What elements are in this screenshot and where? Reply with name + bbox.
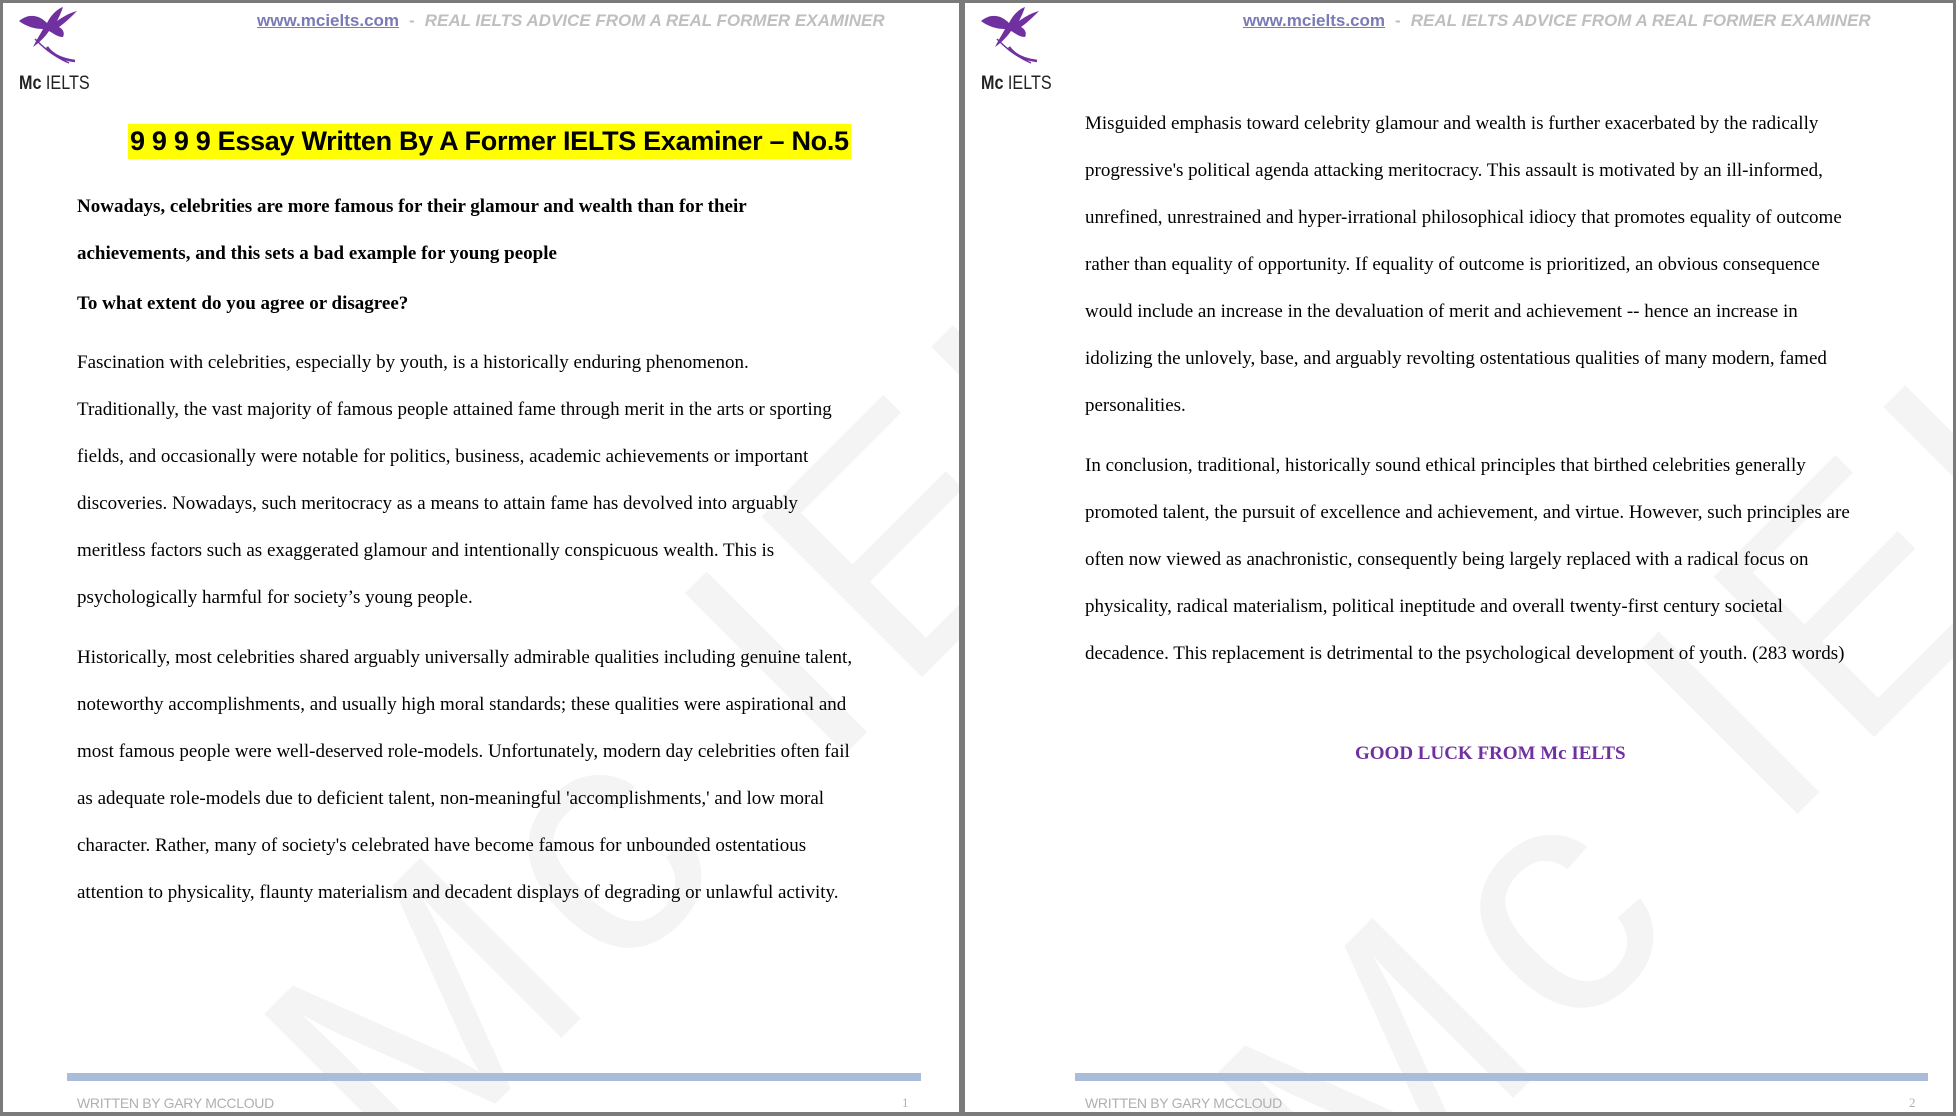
essay-title: 9 9 9 9 Essay Written By A Former IELTS Examiner – No.5 xyxy=(128,124,851,159)
footer-author: WRITTEN BY GARY MCCLOUD xyxy=(1085,1095,1282,1111)
paragraph-conclusion: In conclusion, traditional, historically sound ethical principles that birthed celebrities generally promoted talent, the pursuit of excellence and achievement, and virtue. However, such principles are often now viewed as anachronistic, consequently being largely replaced with a radical focus on physicality, radical materialism, political ineptitude and overall twenty-first century societal decadence. This replacement is detrimental to the psychological development of youth. (283 words) xyxy=(1085,455,1850,664)
paragraph-body-1: Historically, most celebrities shared arguably universally admirable qualities including genuine talent, noteworthy accomplishments, and usually high moral standards; these qualities were aspirational and most famous people were well-deserved role-models. Unfortunately, modern day celebrities often fail as adequate role-models due to deficient talent, non-meaningful 'accomplishments,' and low moral character. Rather, many of society's celebrated have become famous for unbounded ostentatious attention to physicality, flaunty materialism and decadent displays of degrading or unlawful activity. xyxy=(77,647,853,903)
page-header: www.mcielts.com - REAL IELTS ADVICE FROM A REAL FORMER EXAMINER xyxy=(257,11,885,30)
hummingbird-logo-icon xyxy=(979,3,1049,73)
logo-wordmark: Mc IELTS xyxy=(19,73,90,94)
page-header: www.mcielts.com - REAL IELTS ADVICE FROM A REAL FORMER EXAMINER xyxy=(1243,11,1871,30)
website-link[interactable]: www.mcielts.com xyxy=(257,11,400,30)
mcielts-logo xyxy=(11,3,101,95)
essay-prompt: To what extent do you agree or disagree? xyxy=(77,293,409,314)
essay-question: Nowadays, celebrities are more famous for their glamour and wealth than for their achievements, and this sets a bad example for young people xyxy=(77,196,747,264)
mcielts-logo xyxy=(973,3,1063,95)
paragraph-body-2: Misguided emphasis toward celebrity glamour and wealth is further exacerbated by the radically progressive's political agenda attacking meritocracy. This assault is motivated by an ill-informed, unrefined, unrestrained and hyper-irrational philosophical idiocy that promotes equality of outcome rather than equality of opportunity. If equality of outcome is prioritized, an obvious consequence would include an increase in the devaluation of merit and achievement -- hence an increase in idolizing the unlovely, base, and arguably revolting ostentatious qualities of many modern, famed personalities. xyxy=(1085,113,1842,416)
page-2 xyxy=(965,3,1953,1112)
footer-divider xyxy=(67,1073,921,1081)
hummingbird-logo-icon xyxy=(17,3,87,73)
page-number: 1 xyxy=(902,1095,909,1110)
page-number: 2 xyxy=(1909,1095,1916,1110)
page-1 xyxy=(3,3,959,1112)
paragraph-introduction: Fascination with celebrities, especially by youth, is a historically enduring phenomenon. Traditionally, the vast majority of famous people attained fame through merit in the arts or sporting fields, and occasionally were notable for politics, business, academic achievements or important discoveries. Nowadays, such meritocracy as a means to attain fame has devolved into arguably meritless factors such as exaggerated glamour and intentionally conspicuous wealth. This is psychologically harmful for society’s young people. xyxy=(77,352,832,608)
closing-message: GOOD LUCK FROM Mc IELTS xyxy=(1355,743,1626,764)
logo-wordmark: Mc IELTS xyxy=(981,73,1052,94)
header-tagline: REAL IELTS ADVICE FROM A REAL FORMER EXAMINER xyxy=(424,11,885,30)
website-link[interactable]: www.mcielts.com xyxy=(1243,11,1386,30)
header-tagline: REAL IELTS ADVICE FROM A REAL FORMER EXAMINER xyxy=(1410,11,1871,30)
footer-author: WRITTEN BY GARY MCCLOUD xyxy=(77,1095,274,1111)
footer-divider xyxy=(1075,1073,1928,1081)
